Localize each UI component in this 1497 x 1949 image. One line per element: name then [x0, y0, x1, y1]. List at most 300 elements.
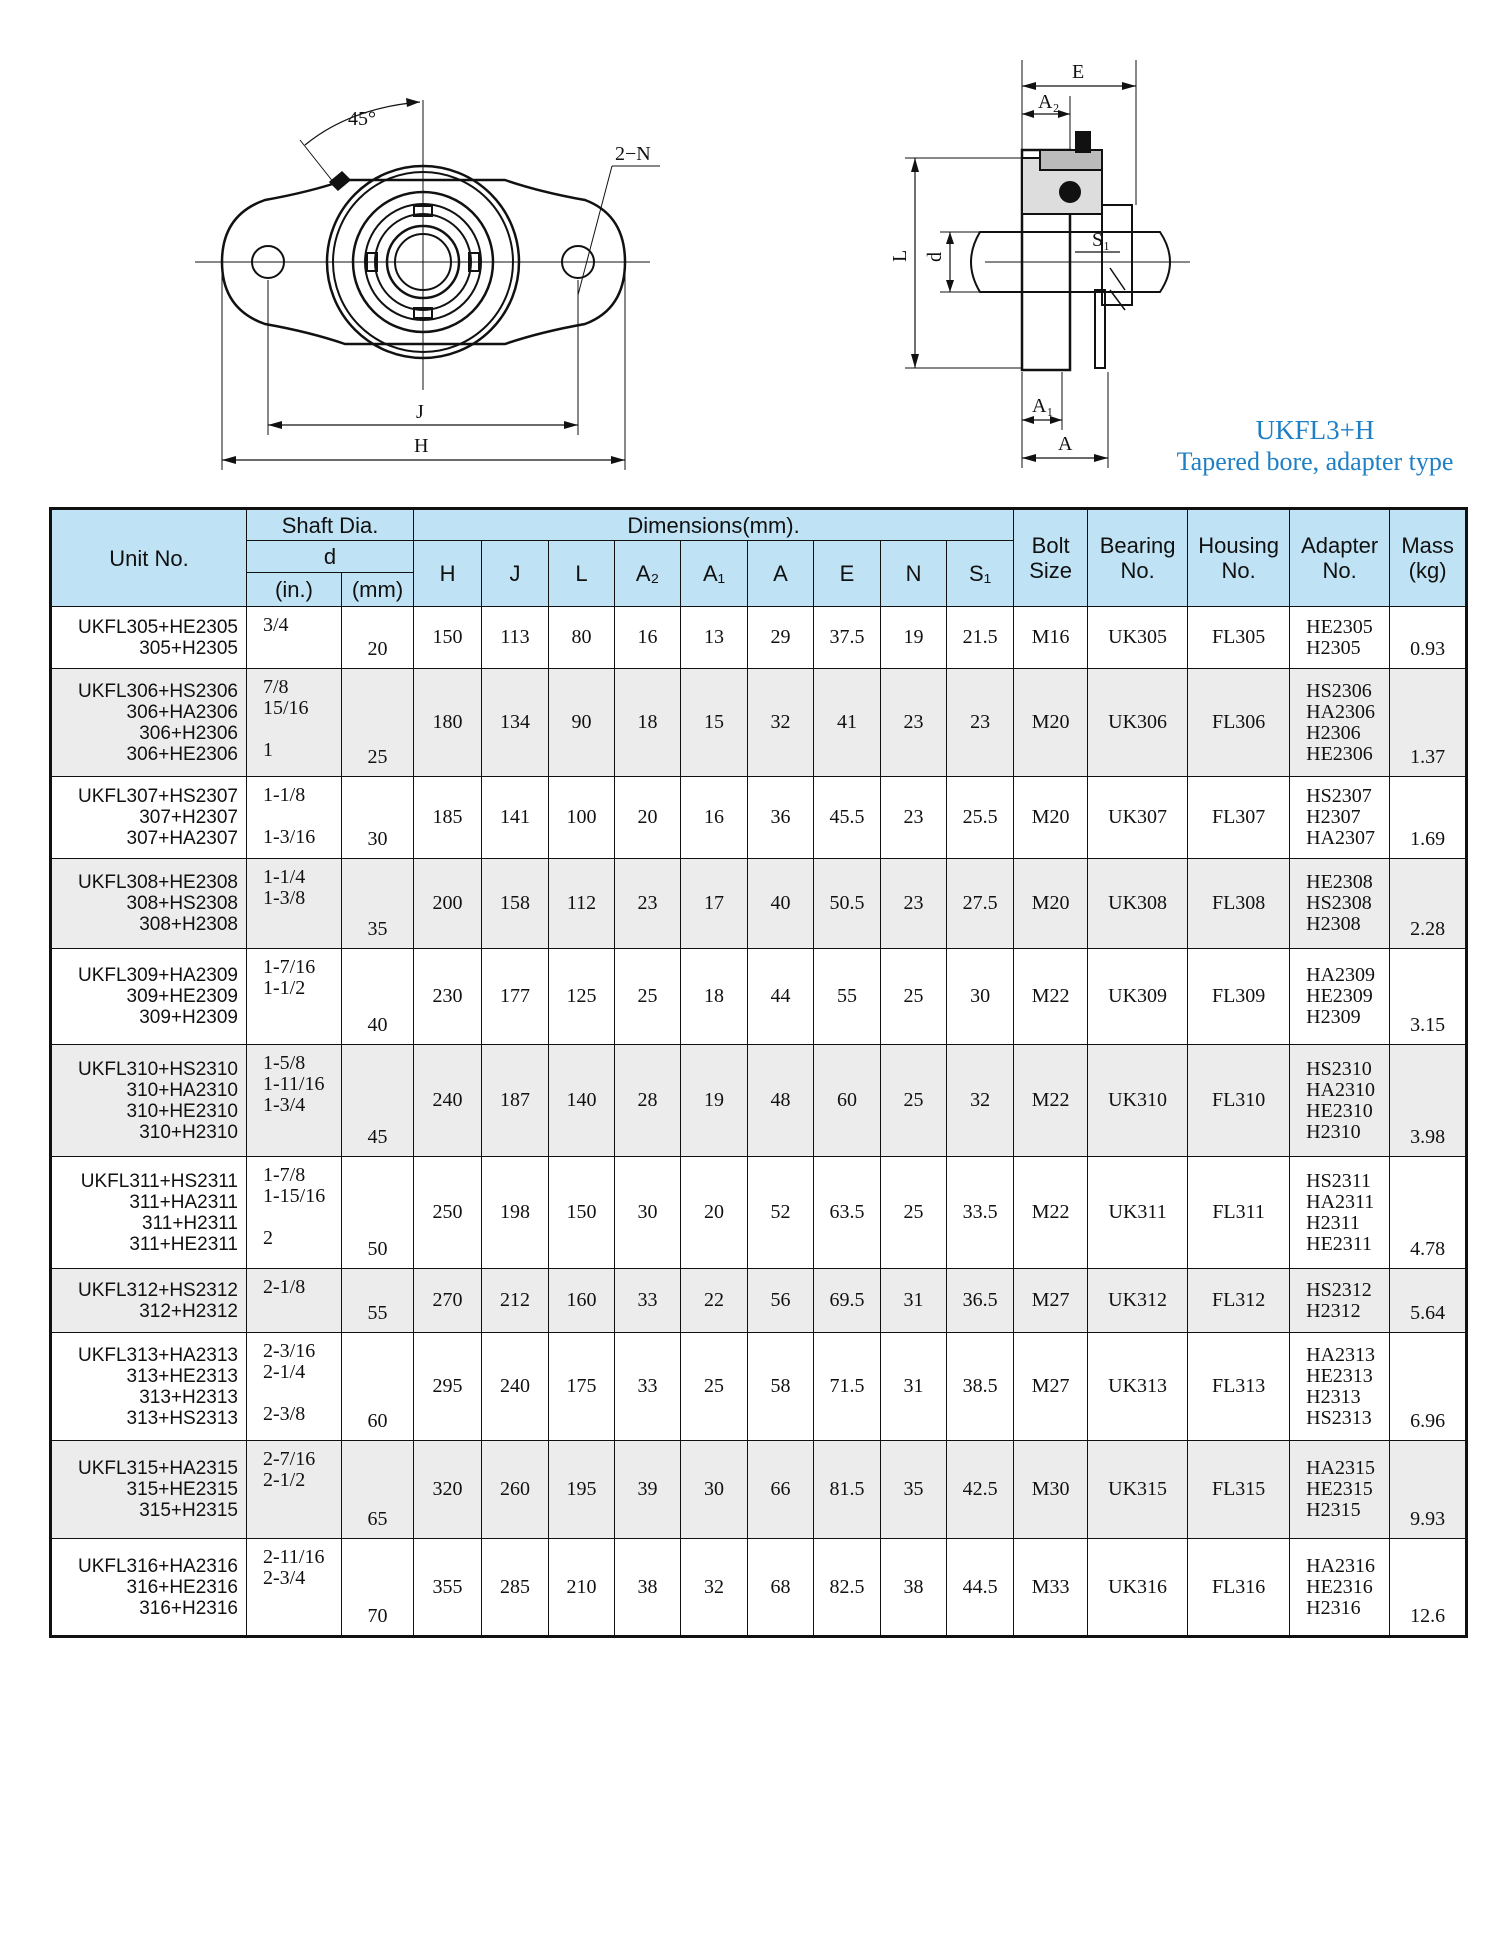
cell-line: 313+HS2313: [126, 1407, 238, 1429]
cell-line: 309+H2309: [139, 1007, 238, 1028]
cell-dim-s1: 30: [947, 949, 1014, 1045]
cell-dim-e: 60: [814, 1045, 881, 1157]
cell-dim-j: 212: [482, 1269, 549, 1333]
cell-dim-a2: 33: [615, 1333, 681, 1441]
table-row: [51, 669, 1467, 777]
cell-line: 306+HA2306: [126, 701, 238, 723]
cell-line: 311+H2311: [142, 1212, 238, 1234]
header-mass: Mass (kg): [1390, 509, 1467, 607]
cell-dim-a: 52: [748, 1157, 814, 1269]
cell-unit-no: [51, 859, 247, 949]
cell-line: 310+HA2310: [126, 1079, 238, 1101]
dimension-j-label: J: [416, 401, 424, 423]
cell-line: 315+H2315: [139, 1500, 238, 1521]
cell-mass: 0.93: [1390, 607, 1467, 669]
header-unit-no: Unit No.: [51, 509, 247, 607]
cell-dim-a: 36: [748, 777, 814, 859]
cell-adapter-no: [1290, 859, 1390, 949]
cell-dim-e: 69.5: [814, 1269, 881, 1333]
dimension-a-label: A: [1058, 433, 1073, 455]
angle-label: 45°: [348, 108, 376, 130]
cell-housing-no: FL312: [1188, 1269, 1290, 1333]
cell-dim-a: 44: [748, 949, 814, 1045]
cell-dim-n: 35: [881, 1441, 947, 1539]
cell-dim-h: 320: [414, 1441, 482, 1539]
cell-line: 2: [263, 1227, 273, 1249]
cell-line: 313+H2313: [139, 1386, 238, 1408]
cell-dim-l: 195: [549, 1441, 615, 1539]
cell-line: UKFL311+HS2311: [80, 1170, 238, 1192]
cell-housing-no: FL306: [1188, 669, 1290, 777]
header-housing-no: Housing No.: [1188, 509, 1290, 607]
cell-mass: 5.64: [1390, 1269, 1467, 1333]
cell-mass: 4.78: [1390, 1157, 1467, 1269]
cell-bolt-size: M27: [1014, 1333, 1088, 1441]
cell-unit-no: [51, 1269, 247, 1333]
cell-dim-l: 125: [549, 949, 615, 1045]
cell-dim-n: 31: [881, 1269, 947, 1333]
table-row: [51, 1157, 1467, 1269]
cell-unit-no: [51, 1539, 247, 1637]
product-title: [1150, 414, 1480, 478]
cell-dim-h: 200: [414, 859, 482, 949]
cell-bearing-no: UK311: [1088, 1157, 1188, 1269]
cell-line: 316+H2316: [139, 1597, 238, 1619]
cell-dim-l: 160: [549, 1269, 615, 1333]
cell-line: HS2308: [1306, 892, 1372, 914]
cell-line: HE2310: [1306, 1099, 1373, 1122]
cell-line: HS2311: [1306, 1169, 1371, 1192]
cell-bearing-no: UK306: [1088, 669, 1188, 777]
dimension-e-label: E: [1072, 61, 1085, 83]
cell-housing-no: FL308: [1188, 859, 1290, 949]
cell-dim-n: 23: [881, 859, 947, 949]
product-description: Tapered bore, adapter type: [1176, 447, 1454, 476]
cell-dim-j: 198: [482, 1157, 549, 1269]
cell-bolt-size: M30: [1014, 1441, 1088, 1539]
cell-dim-a: 68: [748, 1539, 814, 1637]
header-a: A: [748, 541, 814, 607]
cell-dim-j: 158: [482, 859, 549, 949]
cell-line: HS2312: [1306, 1278, 1372, 1301]
cell-bearing-no: UK309: [1088, 949, 1188, 1045]
cell-line: 1-3/8: [263, 887, 306, 909]
cell-line: 2-1/8: [263, 1276, 306, 1298]
cell-bearing-no: UK310: [1088, 1045, 1188, 1157]
cell-shaft-mm: 65: [342, 1441, 414, 1539]
cell-dim-l: 210: [549, 1539, 615, 1637]
cell-mass: 1.37: [1390, 669, 1467, 777]
cell-dim-h: 150: [414, 607, 482, 669]
cell-mass: 1.69: [1390, 777, 1467, 859]
cell-line: H2307: [1306, 806, 1361, 828]
cell-unit-no: [51, 777, 247, 859]
cell-dim-n: 23: [881, 777, 947, 859]
cell-shaft-inch: [247, 1269, 342, 1333]
cell-line: HE2308: [1306, 871, 1373, 893]
dimension-h-label: H: [414, 435, 429, 457]
cell-dim-j: 187: [482, 1045, 549, 1157]
cell-line: 1-3/4: [263, 1094, 306, 1116]
cell-dim-a: 58: [748, 1333, 814, 1441]
cell-dim-a1: 32: [681, 1539, 748, 1637]
table-row: [51, 1539, 1467, 1637]
cell-line: [263, 1383, 341, 1404]
cell-bolt-size: M20: [1014, 777, 1088, 859]
cell-line: 308+HS2308: [126, 893, 238, 914]
cell-adapter-no: [1290, 1441, 1390, 1539]
cell-dim-a2: 30: [615, 1157, 681, 1269]
cell-line: 1-7/16: [263, 956, 316, 978]
cell-adapter-no: [1290, 1333, 1390, 1441]
cell-dim-h: 295: [414, 1333, 482, 1441]
cell-line: UKFL310+HS2310: [77, 1058, 238, 1080]
cell-dim-a1: 13: [681, 607, 748, 669]
cell-dim-a2: 28: [615, 1045, 681, 1157]
header-mm: (mm): [342, 573, 414, 607]
cell-mass: 6.96: [1390, 1333, 1467, 1441]
cell-bearing-no: UK315: [1088, 1441, 1188, 1539]
cell-shaft-mm: 50: [342, 1157, 414, 1269]
cell-line: 1-11/16: [263, 1073, 325, 1095]
cell-unit-no: [51, 669, 247, 777]
cell-shaft-inch: [247, 859, 342, 949]
cell-mass: 2.28: [1390, 859, 1467, 949]
cell-line: HE2316: [1306, 1575, 1373, 1598]
cell-line: UKFL313+HA2313: [77, 1344, 238, 1366]
table-row: [51, 1441, 1467, 1539]
cell-line: H2311: [1306, 1211, 1360, 1234]
cell-dim-j: 113: [482, 607, 549, 669]
table-row: [51, 949, 1467, 1045]
cell-line: H2310: [1306, 1120, 1361, 1143]
cell-line: H2315: [1306, 1499, 1361, 1521]
cell-shaft-inch: [247, 1157, 342, 1269]
cell-shaft-mm: 45: [342, 1045, 414, 1157]
cell-line: 1-15/16: [263, 1185, 326, 1207]
cell-housing-no: FL305: [1188, 607, 1290, 669]
cell-dim-n: 23: [881, 669, 947, 777]
header-s1: S₁: [947, 541, 1014, 607]
header-n: N: [881, 541, 947, 607]
cell-dim-l: 150: [549, 1157, 615, 1269]
cell-line: 15/16: [263, 697, 309, 719]
cell-line: UKFL316+HA2316: [77, 1555, 238, 1577]
cell-mass: 3.98: [1390, 1045, 1467, 1157]
dimension-l-label: L: [889, 249, 911, 262]
cell-shaft-mm: 55: [342, 1269, 414, 1333]
header-a1: A₁: [681, 541, 748, 607]
cell-dim-l: 90: [549, 669, 615, 777]
cell-line: 306+HE2306: [126, 743, 238, 765]
cell-line: 1-3/16: [263, 826, 316, 848]
cell-dim-j: 260: [482, 1441, 549, 1539]
cell-line: HS2310: [1306, 1057, 1372, 1080]
cell-housing-no: FL313: [1188, 1333, 1290, 1441]
cell-dim-a2: 38: [615, 1539, 681, 1637]
cell-line: H2316: [1306, 1596, 1361, 1619]
cell-dim-e: 50.5: [814, 859, 881, 949]
cell-line: HS2313: [1306, 1406, 1372, 1429]
cell-line: UKFL308+HE2308: [77, 872, 238, 893]
cell-dim-h: 185: [414, 777, 482, 859]
cell-dim-e: 55: [814, 949, 881, 1045]
cell-bolt-size: M27: [1014, 1269, 1088, 1333]
cell-adapter-no: [1290, 1539, 1390, 1637]
cell-housing-no: FL310: [1188, 1045, 1290, 1157]
cell-line: HE2309: [1306, 985, 1373, 1007]
cell-line: HE2315: [1306, 1478, 1373, 1500]
cell-dim-a1: 20: [681, 1157, 748, 1269]
cell-line: HS2307: [1306, 785, 1372, 807]
cell-line: HS2306: [1306, 679, 1372, 702]
cell-line: HA2306: [1306, 700, 1376, 723]
product-code: UKFL3+H: [1255, 415, 1375, 445]
cell-dim-s1: 21.5: [947, 607, 1014, 669]
cell-dim-j: 177: [482, 949, 549, 1045]
cell-bolt-size: M16: [1014, 607, 1088, 669]
cell-line: 2-1/4: [263, 1361, 306, 1383]
cell-dim-e: 71.5: [814, 1333, 881, 1441]
header-e: E: [814, 541, 881, 607]
cell-dim-s1: 33.5: [947, 1157, 1014, 1269]
cell-dim-s1: 44.5: [947, 1539, 1014, 1637]
cell-dim-s1: 32: [947, 1045, 1014, 1157]
cell-housing-no: FL315: [1188, 1441, 1290, 1539]
cell-mass: 9.93: [1390, 1441, 1467, 1539]
cell-line: H2313: [1306, 1385, 1361, 1408]
cell-dim-j: 141: [482, 777, 549, 859]
front-view-drawing: [195, 100, 660, 470]
header-bolt-size: Bolt Size: [1014, 509, 1088, 607]
cell-dim-s1: 42.5: [947, 1441, 1014, 1539]
cell-line: HE2306: [1306, 742, 1373, 765]
cell-dim-a1: 19: [681, 1045, 748, 1157]
cell-housing-no: FL311: [1188, 1157, 1290, 1269]
cell-dim-n: 25: [881, 1045, 947, 1157]
cell-dim-h: 355: [414, 1539, 482, 1637]
header-h: H: [414, 541, 482, 607]
cell-housing-no: FL309: [1188, 949, 1290, 1045]
table-row: [51, 1269, 1467, 1333]
cell-adapter-no: [1290, 1269, 1390, 1333]
header-d: d: [247, 541, 414, 573]
cell-line: 1-7/8: [263, 1164, 306, 1186]
cell-line: [263, 719, 341, 740]
cell-line: HA2313: [1306, 1343, 1376, 1366]
cell-line: UKFL315+HA2315: [77, 1458, 238, 1479]
cell-line: 2-11/16: [263, 1546, 325, 1568]
cell-shaft-inch: [247, 669, 342, 777]
holes-label: 2−N: [615, 143, 651, 165]
cell-line: 310+HE2310: [126, 1100, 238, 1122]
cell-dim-j: 134: [482, 669, 549, 777]
cell-shaft-inch: [247, 1333, 342, 1441]
cell-dim-l: 175: [549, 1333, 615, 1441]
header-j: J: [482, 541, 549, 607]
cell-shaft-inch: [247, 1045, 342, 1157]
header-bearing-no: Bearing No.: [1088, 509, 1188, 607]
cell-line: 1-1/8: [263, 784, 306, 806]
cell-dim-a1: 16: [681, 777, 748, 859]
cell-dim-a1: 17: [681, 859, 748, 949]
cell-line: HA2316: [1306, 1554, 1376, 1577]
cell-dim-e: 45.5: [814, 777, 881, 859]
cell-unit-no: [51, 1157, 247, 1269]
cell-dim-n: 25: [881, 1157, 947, 1269]
cell-shaft-mm: 60: [342, 1333, 414, 1441]
cell-dim-e: 63.5: [814, 1157, 881, 1269]
cell-line: 308+H2308: [139, 914, 238, 935]
cell-dim-a: 29: [748, 607, 814, 669]
cell-unit-no: [51, 1333, 247, 1441]
cell-dim-s1: 36.5: [947, 1269, 1014, 1333]
cell-adapter-no: [1290, 607, 1390, 669]
cell-dim-j: 240: [482, 1333, 549, 1441]
cell-dim-a2: 33: [615, 1269, 681, 1333]
cell-dim-a2: 39: [615, 1441, 681, 1539]
cell-dim-n: 19: [881, 607, 947, 669]
cell-line: 1-1/2: [263, 977, 306, 999]
table-row: [51, 777, 1467, 859]
cell-bearing-no: UK312: [1088, 1269, 1188, 1333]
cell-line: UKFL307+HS2307: [77, 786, 238, 807]
cell-dim-n: 31: [881, 1333, 947, 1441]
cell-line: 311+HE2311: [129, 1233, 238, 1255]
cell-dim-a1: 25: [681, 1333, 748, 1441]
cell-dim-h: 240: [414, 1045, 482, 1157]
cell-mass: 12.6: [1390, 1539, 1467, 1637]
cell-shaft-mm: 25: [342, 669, 414, 777]
cell-line: UKFL305+HE2305: [77, 616, 238, 638]
cell-dim-a1: 30: [681, 1441, 748, 1539]
cell-line: HA2315: [1306, 1457, 1376, 1479]
cell-dim-a2: 18: [615, 669, 681, 777]
table-row: [51, 607, 1467, 669]
cell-dim-a1: 22: [681, 1269, 748, 1333]
cell-shaft-inch: [247, 949, 342, 1045]
dimension-s1-label: S₁: [1092, 229, 1111, 251]
cell-line: 2-3/16: [263, 1340, 316, 1362]
cell-dim-h: 180: [414, 669, 482, 777]
cell-line: HA2307: [1306, 827, 1376, 849]
cell-dim-l: 112: [549, 859, 615, 949]
cell-line: 312+H2312: [139, 1300, 238, 1322]
cell-dim-h: 250: [414, 1157, 482, 1269]
cell-line: 315+HE2315: [126, 1479, 238, 1500]
cell-dim-a: 48: [748, 1045, 814, 1157]
header-in: (in.): [247, 573, 342, 607]
cell-dim-a: 66: [748, 1441, 814, 1539]
cell-shaft-mm: 20: [342, 607, 414, 669]
cell-line: H2312: [1306, 1299, 1361, 1322]
cell-dim-l: 100: [549, 777, 615, 859]
cell-line: HE2313: [1306, 1364, 1373, 1387]
cell-line: 307+H2307: [139, 807, 238, 828]
cell-line: 7/8: [263, 676, 289, 698]
cell-line: UKFL309+HA2309: [77, 965, 238, 986]
cell-dim-s1: 27.5: [947, 859, 1014, 949]
cell-line: HA2309: [1306, 964, 1376, 986]
cell-line: [263, 1207, 341, 1228]
cell-bearing-no: UK307: [1088, 777, 1188, 859]
cell-bearing-no: UK316: [1088, 1539, 1188, 1637]
cell-bearing-no: UK313: [1088, 1333, 1188, 1441]
specification-table: [49, 507, 1468, 1638]
cell-line: 1: [263, 739, 273, 761]
cell-shaft-inch: [247, 1441, 342, 1539]
cell-unit-no: [51, 949, 247, 1045]
cell-dim-a1: 15: [681, 669, 748, 777]
cell-unit-no: [51, 1441, 247, 1539]
cell-dim-a2: 23: [615, 859, 681, 949]
header-l: L: [549, 541, 615, 607]
cell-line: 2-3/4: [263, 1567, 306, 1589]
cell-line: 3/4: [263, 614, 289, 636]
cell-line: HA2311: [1306, 1190, 1375, 1213]
cell-dim-e: 41: [814, 669, 881, 777]
dimension-a2-label: A₂: [1038, 91, 1060, 113]
cell-dim-n: 25: [881, 949, 947, 1045]
cell-dim-a: 40: [748, 859, 814, 949]
cell-dim-s1: 25.5: [947, 777, 1014, 859]
cell-dim-l: 80: [549, 607, 615, 669]
cell-dim-a2: 25: [615, 949, 681, 1045]
dimension-a1-label: A₁: [1032, 395, 1054, 417]
cell-line: 309+HE2309: [126, 986, 238, 1007]
cell-adapter-no: [1290, 1157, 1390, 1269]
cell-dim-l: 140: [549, 1045, 615, 1157]
cell-bolt-size: M20: [1014, 859, 1088, 949]
cell-line: 2-3/8: [263, 1403, 306, 1425]
cell-line: 310+H2310: [139, 1121, 238, 1143]
cell-dim-a: 56: [748, 1269, 814, 1333]
table-row: [51, 859, 1467, 949]
cell-dim-s1: 38.5: [947, 1333, 1014, 1441]
cell-dim-a1: 18: [681, 949, 748, 1045]
cell-shaft-inch: [247, 1539, 342, 1637]
cell-dim-s1: 23: [947, 669, 1014, 777]
cell-line: HE2311: [1306, 1232, 1373, 1255]
table-body: [51, 607, 1467, 1637]
cell-dim-a: 32: [748, 669, 814, 777]
cell-housing-no: FL307: [1188, 777, 1290, 859]
cell-adapter-no: [1290, 1045, 1390, 1157]
cell-line: 1-1/4: [263, 866, 306, 888]
cell-adapter-no: [1290, 777, 1390, 859]
cell-dim-a2: 16: [615, 607, 681, 669]
cell-shaft-mm: 40: [342, 949, 414, 1045]
cell-adapter-no: [1290, 669, 1390, 777]
cell-line: 2-1/2: [263, 1469, 306, 1491]
cell-bearing-no: UK305: [1088, 607, 1188, 669]
header-shaft-dia: Shaft Dia.: [247, 509, 414, 541]
cell-mass: 3.15: [1390, 949, 1467, 1045]
cell-unit-no: [51, 1045, 247, 1157]
cell-shaft-mm: 30: [342, 777, 414, 859]
cell-shaft-inch: [247, 607, 342, 669]
cell-dim-n: 38: [881, 1539, 947, 1637]
header-a2: A₂: [615, 541, 681, 607]
cell-line: HE2305: [1306, 615, 1373, 638]
cell-bolt-size: M33: [1014, 1539, 1088, 1637]
cell-shaft-mm: 35: [342, 859, 414, 949]
cell-line: UKFL312+HS2312: [77, 1279, 238, 1301]
cell-dim-h: 230: [414, 949, 482, 1045]
cell-dim-e: 81.5: [814, 1441, 881, 1539]
cell-line: 306+H2306: [139, 722, 238, 744]
cell-line: 316+HE2316: [126, 1576, 238, 1598]
